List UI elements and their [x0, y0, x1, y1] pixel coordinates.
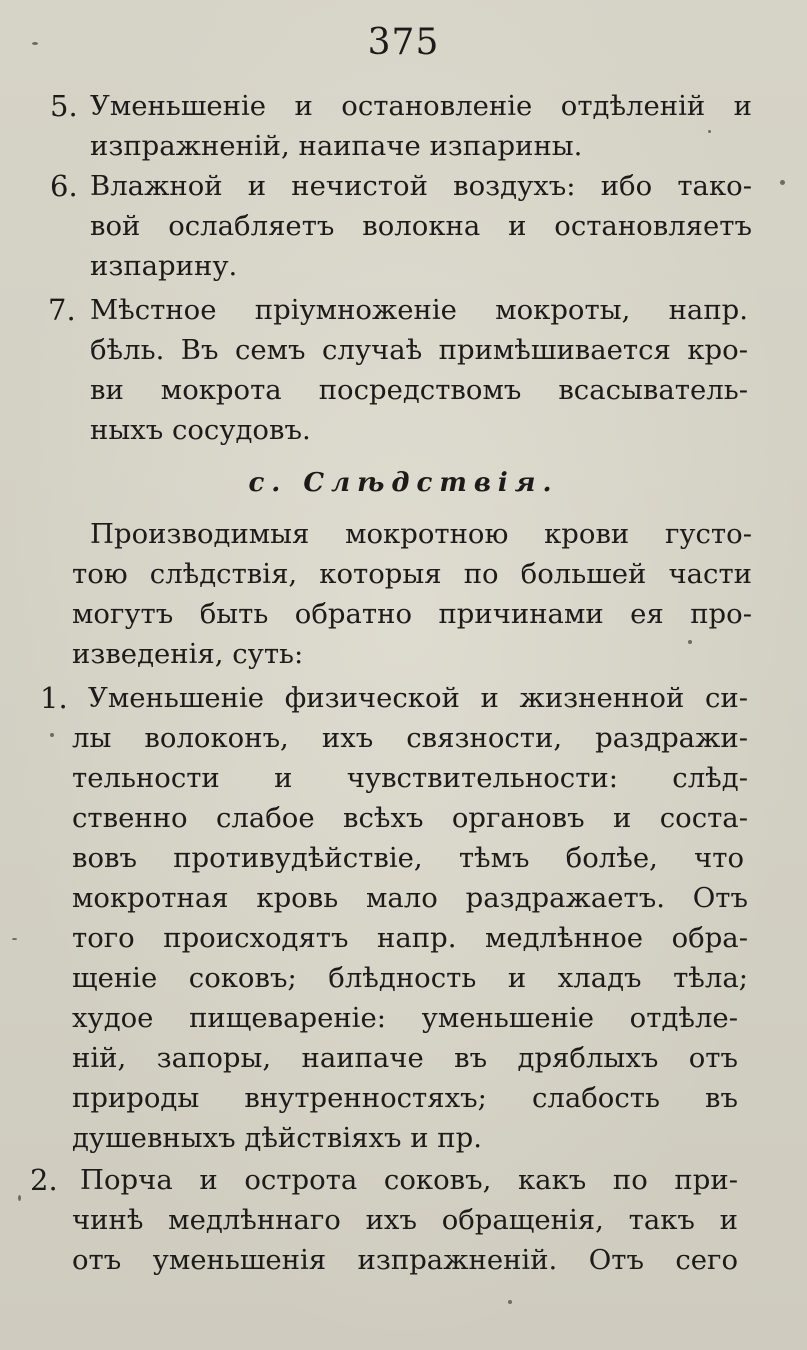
item-number: 7. [48, 293, 76, 327]
section-heading: c. Слѣдствія. [248, 468, 559, 498]
line-text: Влажной и нечистой воздухъ: ибо тако- [90, 170, 752, 202]
line-text: худое пищевареніе: уменьшеніе отдѣле- [72, 1002, 738, 1034]
line-text: ній, запоры, наипаче въ дряблыхъ отъ [72, 1042, 738, 1074]
line-text: природы внутренностяхъ; слабость въ [72, 1082, 738, 1114]
line-text: изпражненій, наипаче изпарины. [90, 130, 583, 162]
paper-speck [688, 640, 692, 644]
line-text: душевныхъ дѣйствіяхъ и пр. [72, 1122, 482, 1154]
item-number: 6. [50, 169, 78, 203]
line-text: ственно слабое всѣхъ органовъ и соста- [72, 802, 748, 834]
line-text: изпарину. [90, 250, 238, 282]
item-number: 2. [30, 1163, 58, 1197]
paper-speck [708, 130, 711, 133]
line-text: чинѣ медлѣннаго ихъ обращенія, такъ и [72, 1204, 738, 1236]
page-number: 375 [367, 22, 440, 63]
paper-speck [18, 1195, 21, 1201]
line-text: тою слѣдствія, которыя по большей части [72, 558, 752, 590]
paper-speck [508, 1300, 512, 1304]
line-text: Уменьшеніе физической и жизненной си- [88, 682, 748, 714]
line-text: ви мокрота посредствомъ всасыватель- [90, 374, 748, 406]
line-text: изведенія, суть: [72, 638, 304, 670]
line-text: могутъ быть обратно причинами ея про- [72, 598, 752, 630]
line-text: бѣль. Въ семъ случаѣ примѣшивается кро- [90, 334, 748, 366]
paper-speck [50, 733, 54, 737]
line-text: вовъ противудѣйствіе, тѣмъ болѣе, что [72, 842, 744, 874]
line-text: Порча и острота соковъ, какъ по при- [80, 1164, 738, 1196]
line-text: щеніе соковъ; блѣдность и хладъ тѣла; [72, 962, 748, 994]
item-number: 5. [50, 89, 78, 123]
line-text: ныхъ сосудовъ. [90, 414, 311, 446]
paper-speck [780, 180, 785, 185]
line-text: Мѣстное пріумноженіе мокроты, напр. [90, 294, 748, 326]
line-text: отъ уменьшенія изпражненій. Отъ сего [72, 1244, 738, 1276]
paper-speck [12, 938, 17, 940]
line-text: Уменьшеніе и остановленіе отдѣленій и [90, 90, 752, 122]
line-text: тельности и чувствительности: слѣд- [72, 762, 748, 794]
line-text: Производимыя мокротною крови густо- [90, 518, 752, 550]
item-number: 1. [40, 681, 68, 715]
line-text: лы волоконъ, ихъ связности, раздражи- [72, 722, 748, 754]
line-text: того происходятъ напр. медлѣнное обра- [72, 922, 748, 954]
line-text: вой ослабляетъ волокна и остановляетъ [90, 210, 752, 242]
paper-speck [32, 42, 38, 45]
line-text: мокротная кровь мало раздражаетъ. Отъ [72, 882, 748, 914]
